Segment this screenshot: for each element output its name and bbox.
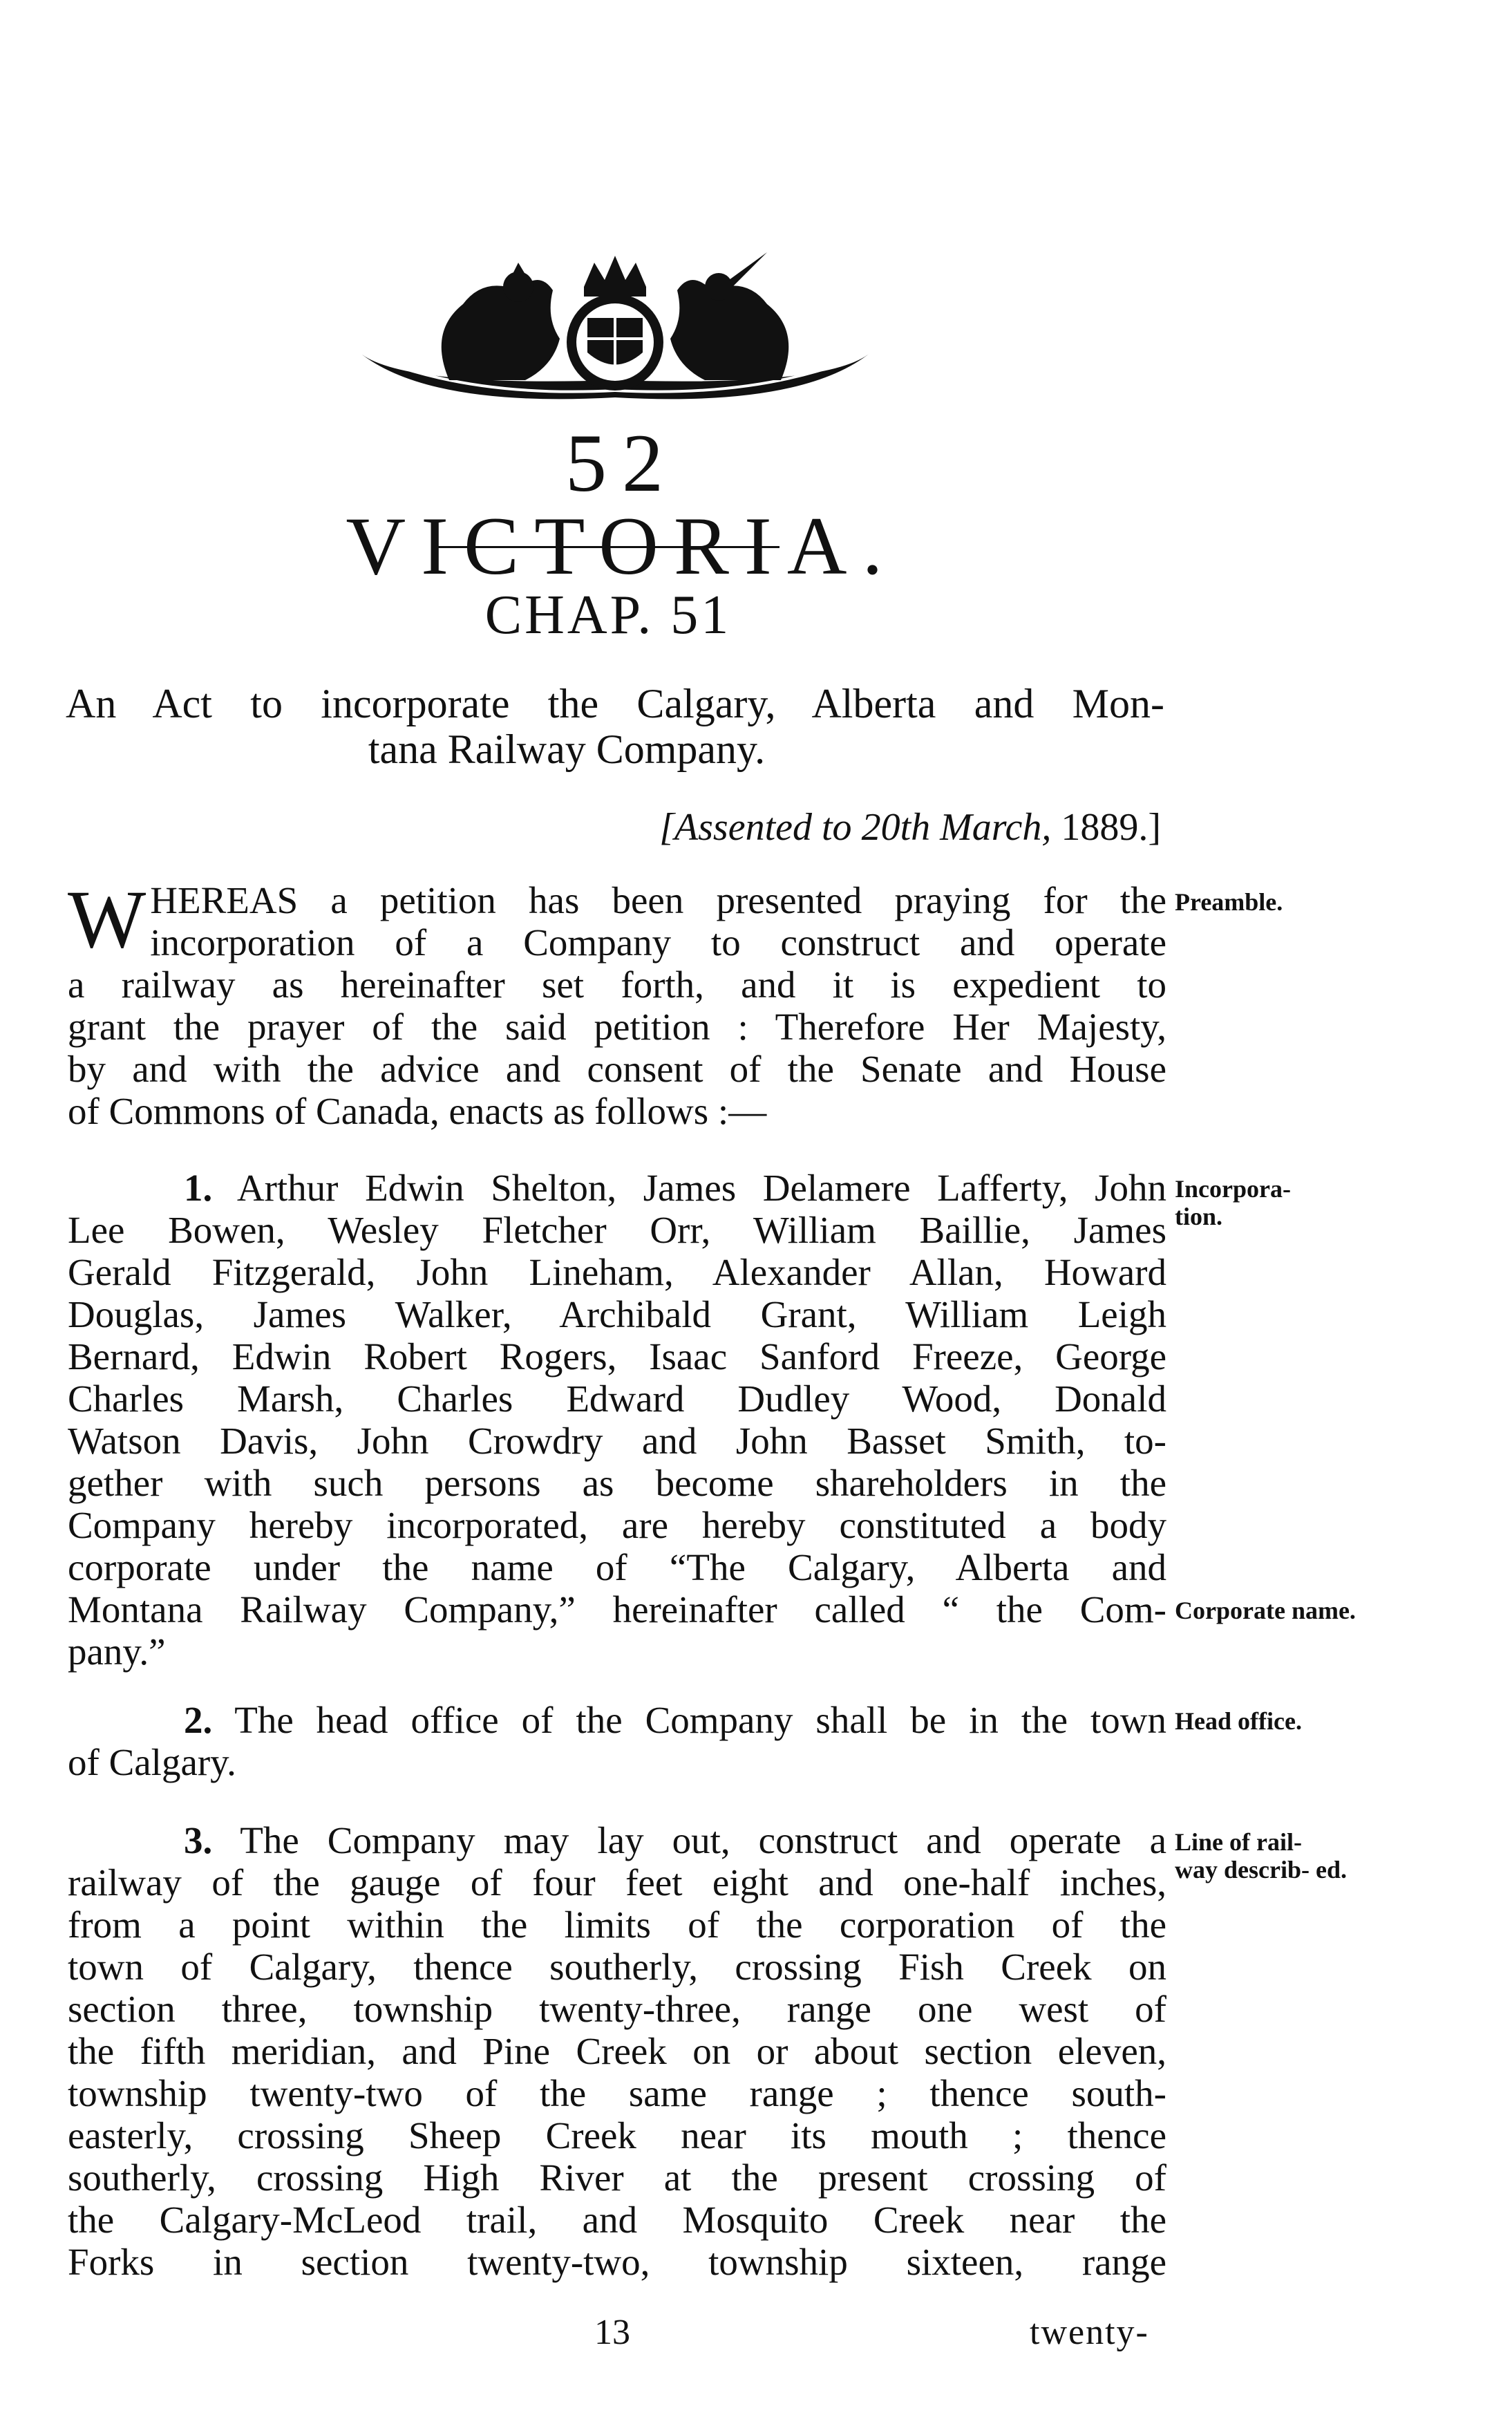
margin-note-head-office: Head office. <box>1175 1707 1302 1735</box>
text-line: town of Calgary, thence southerly, crossing Fish Creek on <box>68 1946 1166 1988</box>
text-line: 1. Arthur Edwin Shelton, James Delamere Lafferty, John <box>184 1167 1166 1209</box>
chapter-heading: CHAP. 51 <box>484 585 732 646</box>
regnal-year-heading: 52 VICTORIA. <box>346 417 898 592</box>
text-line: 2. The head office of the Company shall be in the town <box>184 1699 1166 1741</box>
act-title-line: An Act to incorporate the Calgary, Alberta and Mon- <box>66 681 1164 726</box>
act-title <box>66 681 1164 772</box>
preamble-paragraph <box>68 873 1166 1132</box>
assent-day: 20th March, <box>861 806 1052 849</box>
text-line: Bernard, Edwin Robert Rogers, Isaac Sanford Freeze, George <box>68 1335 1166 1378</box>
text-line: Montana Railway Company,” hereinafter called “ the Com- <box>68 1588 1166 1631</box>
section-number: 1. <box>184 1167 213 1209</box>
text-line: grant the prayer of the said petition : Therefore Her Majesty, <box>68 1006 1166 1048</box>
section-1-paragraph <box>68 1167 1166 1673</box>
heading-divider <box>434 546 779 548</box>
section-number: 3. <box>184 1819 213 1861</box>
text-line: easterly, crossing Sheep Creek near its mouth ; thence <box>68 2114 1166 2156</box>
section-2-paragraph <box>68 1699 1166 1783</box>
text-line: of Calgary. <box>68 1741 236 1783</box>
text-line: southerly, crossing High River at the present crossing of <box>68 2156 1166 2199</box>
assent-year: 1889.] <box>1061 806 1161 849</box>
text-line: Watson Davis, John Crowdry and John Basset Smith, to- <box>68 1420 1166 1462</box>
text-line: pany.” <box>68 1631 166 1673</box>
act-title-line: tana Railway Company. <box>368 726 766 772</box>
drop-cap: W <box>68 873 147 965</box>
text-line: the fifth meridian, and Pine Creek on or about section eleven, <box>68 2030 1166 2072</box>
section-number: 2. <box>184 1699 213 1741</box>
text-line: township twenty-two of the same range ; thence south- <box>68 2072 1166 2114</box>
margin-note-corporate-name: Corporate name. <box>1175 1597 1356 1624</box>
text-line: railway of the gauge of four feet eight and one-half inches, <box>68 1861 1166 1904</box>
text-line: a railway as hereinafter set forth, and it is expedient to <box>68 964 1166 1006</box>
text-line: corporate under the name of “The Calgary, Alberta and <box>68 1546 1166 1588</box>
text-line: Gerald Fitzgerald, John Lineham, Alexander Allan, Howard <box>68 1251 1166 1293</box>
text-line: of Commons of Canada, enacts as follows :— <box>68 1090 767 1132</box>
assent-prefix: [Assented to <box>659 806 852 849</box>
text-line: HEREAS a petition has been presented praying for the <box>150 879 1166 921</box>
text-line: Company hereby incorporated, are hereby constituted a body <box>68 1504 1166 1546</box>
text-line: by and with the advice and consent of the Senate and House <box>68 1048 1166 1090</box>
royal-coat-of-arms-icon <box>346 249 885 422</box>
catchword: twenty- <box>1030 2313 1149 2352</box>
text-line: 3. The Company may lay out, construct and operate a <box>184 1819 1166 1861</box>
margin-note-preamble: Preamble. <box>1175 888 1283 916</box>
text-line: incorporation of a Company to construct and operate <box>150 921 1166 964</box>
text-line: Forks in section twenty-two, township sixteen, range <box>68 2241 1166 2283</box>
assent-date <box>539 805 1161 849</box>
section-3-paragraph <box>68 1819 1166 2283</box>
text-line: Lee Bowen, Wesley Fletcher Orr, William Baillie, James <box>68 1209 1166 1251</box>
text-line: gether with such persons as become shareholders in the <box>68 1462 1166 1504</box>
page-number: 13 <box>594 2313 630 2352</box>
text-line: Charles Marsh, Charles Edward Dudley Wood, Donald <box>68 1378 1166 1420</box>
text-line: from a point within the limits of the corporation of the <box>68 1904 1166 1946</box>
margin-note-incorporation: Incorpora- tion. <box>1175 1175 1291 1230</box>
text-line: section three, township twenty-three, range one west of <box>68 1988 1166 2030</box>
text-line: the Calgary-McLeod trail, and Mosquito Creek near the <box>68 2199 1166 2241</box>
margin-note-line-described: Line of rail- way describ- ed. <box>1175 1828 1347 1883</box>
text-line: Douglas, James Walker, Archibald Grant, William Leigh <box>68 1293 1166 1335</box>
